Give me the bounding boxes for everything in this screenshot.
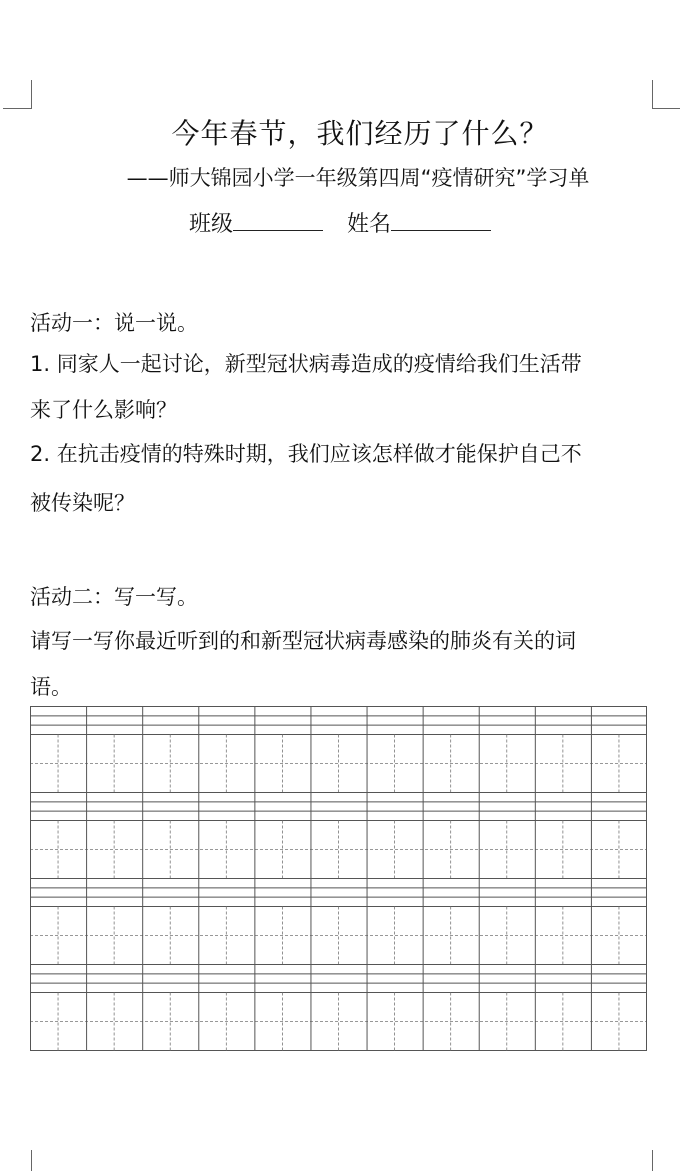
activity1-q1-line1: 1. 同家人一起讨论，新型冠状病毒造成的疫情给我们生活带	[30, 352, 582, 376]
activity2-heading: 活动二：写一写。	[30, 585, 198, 609]
activity1-q2-line2: 被传染呢？	[30, 491, 135, 515]
crop-mark-top-left	[3, 80, 32, 109]
crop-mark-bottom-left	[3, 1150, 32, 1171]
activity1-q1-line2: 来了什么影响？	[30, 398, 177, 422]
activity1-heading: 活动一：说一说。	[30, 311, 198, 335]
class-blank-line[interactable]	[233, 212, 323, 231]
crop-mark-bottom-right	[652, 1150, 680, 1171]
activity1-q2-line1: 2. 在抗击疫情的特殊时期，我们应该怎样做才能保护自己不	[30, 442, 582, 466]
name-label: 姓名	[347, 212, 392, 237]
page-subtitle: ——师大锦园小学一年级第四周“疫情研究”学习单	[126, 166, 590, 190]
page-title: 今年春节，我们经历了什么？	[171, 117, 549, 150]
writing-grid[interactable]	[30, 706, 647, 1060]
class-label: 班级	[188, 212, 233, 237]
activity2-prompt-line2: 语。	[30, 675, 72, 699]
crop-mark-top-right	[652, 80, 680, 109]
writing-grid-svg[interactable]	[30, 706, 647, 1056]
student-info-row	[0, 207, 680, 238]
activity2-prompt-line1: 请写一写你最近听到的和新型冠状病毒感染的肺炎有关的词	[30, 629, 576, 653]
name-blank-line[interactable]	[391, 212, 491, 231]
